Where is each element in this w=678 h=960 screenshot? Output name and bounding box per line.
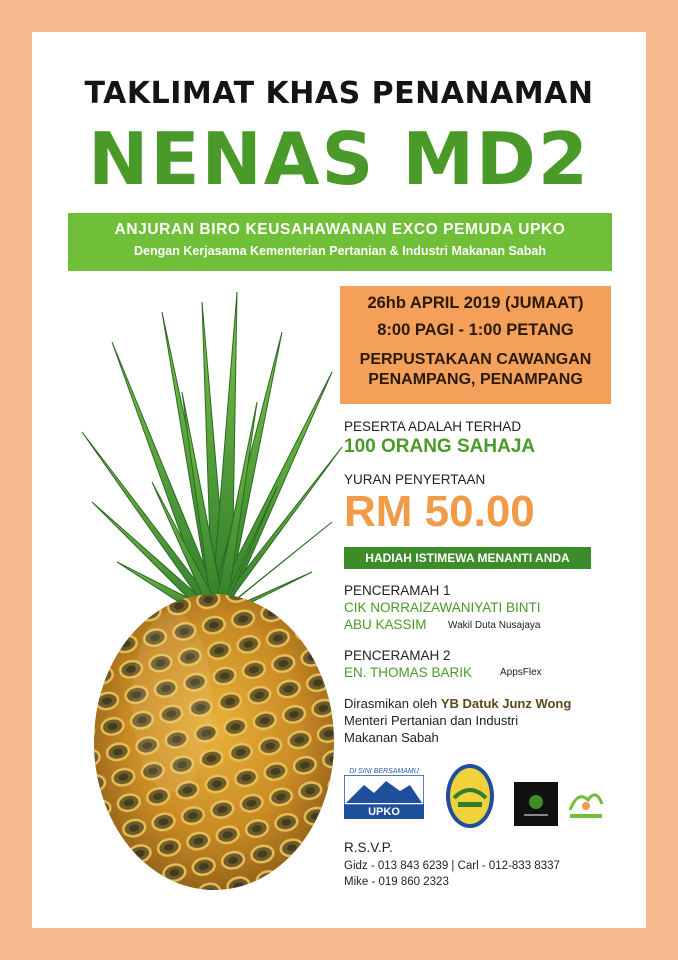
organizer-line-1: ANJURAN BIRO KEUSAHAWANAN EXCO PEMUDA UPKO [114, 221, 566, 238]
participants-value: 100 ORANG SAHAJA [344, 436, 536, 457]
speaker-2-heading: PENCERAMAH 2 [344, 648, 451, 663]
speaker-1-heading: PENCERAMAH 1 [344, 583, 451, 598]
upko-logo [344, 768, 424, 830]
officiated-prefix: Dirasmikan oleh [344, 696, 438, 711]
organizer-line-2: Dengan Kerjasama Kementerian Pertanian & Industri Makanan Sabah [134, 244, 546, 258]
title-line-2: NENAS MD2 [88, 117, 590, 201]
speaker-1-name-line-1: CIK NORRAIZAWANIYATI BINTI [344, 600, 541, 615]
event-date: 26hb APRIL 2019 (JUMAAT) [367, 294, 584, 312]
upko-tagline: DI SINI BERSAMAMU [349, 768, 419, 775]
participants-label: PESERTA ADALAH TERHAD [344, 419, 522, 434]
speaker-2-name: EN. THOMAS BARIK [344, 665, 473, 680]
officiated-name: YB Datuk Junz Wong [440, 696, 572, 711]
title-line-1: TAKLIMAT KHAS PENANAMAN [84, 76, 594, 111]
sponsor-logos [344, 762, 614, 832]
prize-banner: HADIAH ISTIMEWA MENANTI ANDA [344, 547, 591, 569]
event-venue-line-2: PENAMPANG, PENAMPANG [368, 371, 583, 388]
fee-label: YURAN PENYERTAAN [344, 472, 486, 487]
officiated-line-3: Makanan Sabah [344, 730, 439, 745]
event-time: 8:00 PAGI - 1:00 PETANG [377, 321, 574, 339]
officiated-line-2: Menteri Pertanian dan Industri [344, 713, 519, 728]
rsvp-line-2: Mike - 019 860 2323 [344, 876, 449, 888]
speaker-1-name-line-2: ABU KASSIM [344, 617, 427, 632]
pineapple-illustration [62, 272, 352, 892]
speaker-2-note: AppsFlex [500, 667, 542, 678]
mountain-icon [344, 775, 424, 805]
partner-logo-green-icon [566, 786, 606, 822]
upko-label: UPKO [344, 805, 424, 819]
rsvp-title: R.S.V.P. [344, 840, 393, 855]
speaker-1-note: Wakil Duta Nusajaya [448, 620, 541, 631]
partner-logo-dark-icon [514, 782, 558, 826]
poster [32, 32, 646, 928]
officiated-line-1 [344, 696, 571, 711]
ministry-emblem-icon [444, 762, 496, 830]
rsvp-line-1: Gidz - 013 843 6239 | Carl - 012-833 8337 [344, 860, 560, 872]
event-venue-line-1: PERPUSTAKAAN CAWANGAN [359, 351, 592, 368]
organizer-band [68, 213, 612, 271]
event-details-box [340, 286, 611, 404]
fee-value: RM 50.00 [344, 487, 535, 536]
